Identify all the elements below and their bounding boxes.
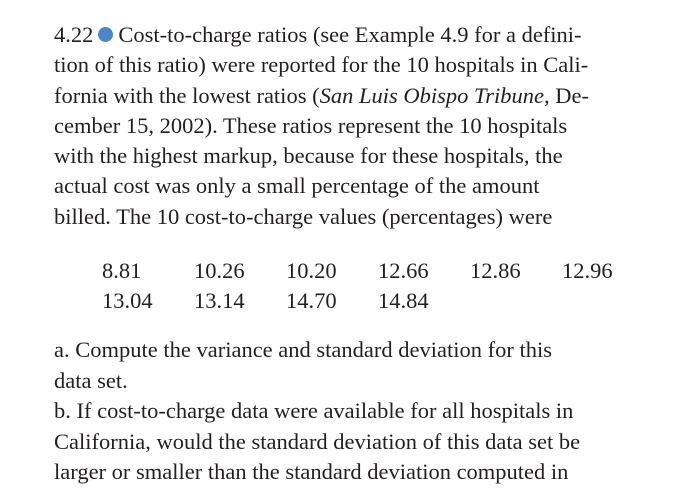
part-b-line-1: b. If cost-to-charge data were available for all hospitals in: [54, 398, 574, 423]
problem-statement: [54, 20, 664, 232]
value-item: 8.81: [102, 258, 142, 283]
bullet-icon: [98, 27, 113, 42]
problem-line-1: 4.22 Cost-to-charge ratios (see Example 4.9 for a defini-: [54, 22, 582, 47]
problem-line-3: fornia with the lowest ratios (San Luis Obispo Tribune, De-: [54, 82, 589, 108]
problem-line-4: cember 15, 2002). These ratios represent the 10 hospitals: [54, 112, 568, 138]
data-values: [102, 256, 654, 316]
value-item: 14.70: [286, 288, 337, 313]
value-item: 13.14: [194, 288, 245, 313]
value-item: 10.20: [286, 258, 337, 283]
value-item: 14.84: [378, 288, 429, 313]
problem-line-2: tion of this ratio) were reported for the 10 hospitals in Cali-: [54, 52, 589, 78]
problem-line-7: billed. The 10 cost-to-charge values (percentages) were: [54, 203, 553, 229]
values-row-1: [102, 256, 654, 286]
part-b-line-2: California, would the standard deviation of this data set be: [54, 428, 581, 454]
value-item: 12.96: [562, 258, 613, 283]
value-item: 13.04: [102, 288, 153, 313]
part-a-line-1: a. Compute the variance and standard deviation for this: [54, 337, 552, 362]
problem-line-6: actual cost was only a small percentage of the amount: [54, 173, 540, 199]
value-item: 12.66: [378, 258, 429, 283]
problem-parts: [54, 335, 674, 488]
problem-line-5: with the highest markup, because for these hospitals, the: [54, 143, 563, 169]
value-item: 12.86: [470, 258, 521, 283]
part-b-line-3: larger or smaller than the standard deviation computed in: [54, 459, 569, 484]
source-title: San Luis Obispo Tribune,: [319, 82, 550, 108]
value-item: 10.26: [194, 258, 245, 283]
problem-number: 4.22: [54, 22, 94, 47]
values-row-2: [102, 286, 654, 316]
part-a-line-2: data set.: [54, 367, 128, 393]
